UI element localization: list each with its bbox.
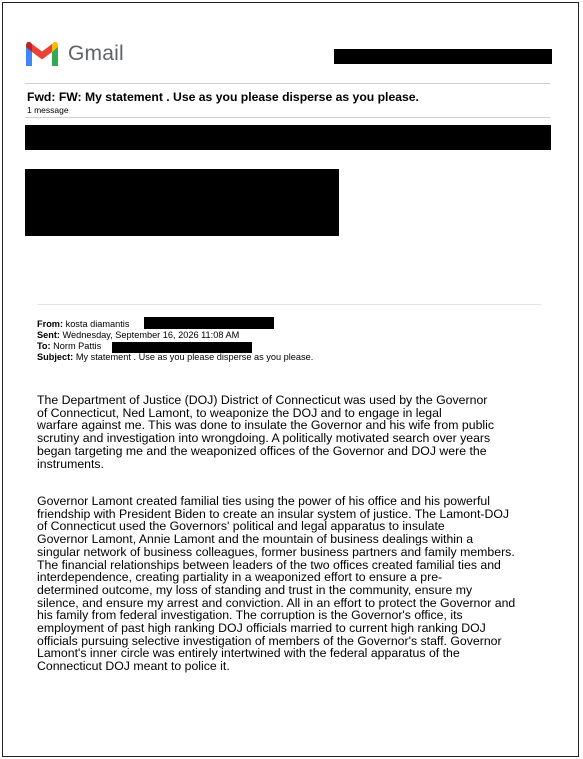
redaction-block	[144, 317, 274, 329]
gmail-logo	[24, 40, 124, 68]
subject-value: My statement . Use as you please disperse as you please.	[75, 352, 314, 362]
sent-label: Sent:	[37, 330, 60, 340]
body-line: of Connecticut used the Governors' political and legal apparatus to insulate	[37, 519, 445, 534]
body-line: officials pursuing selective investigation of members of the Governor's staff. Governor	[37, 633, 502, 648]
body-line: The financial relationships between leaders of the two offices created familial ties and	[37, 557, 501, 572]
body-line: silence, and ensure my arrest and conviction. All in an effort to protect the Governor and	[37, 595, 516, 610]
body-line: Governor Lamont, Annie Lamont and the mountain of business dealings within a	[37, 532, 474, 547]
body-line: Governor Lamont created familial ties using the power of his office and his powerful	[37, 494, 490, 508]
body-paragraph-2	[37, 495, 557, 673]
body-line: The Department of Justice (DOJ) District of Connecticut was used by the Governor	[37, 393, 488, 407]
forward-subject	[37, 352, 313, 362]
body-line: his family from federal investigation. The corruption is the Governor's office, its	[37, 608, 463, 623]
gmail-logo-icon	[24, 40, 60, 68]
body-line: singular network of business colleagues, former business partners and family members.	[37, 544, 515, 559]
gmail-wordmark: Gmail	[68, 42, 124, 65]
sent-value: Wednesday, September 16, 2026 11:08 AM	[62, 330, 240, 340]
subject-label: Subject:	[37, 352, 74, 362]
forward-to	[37, 341, 101, 351]
divider	[25, 83, 550, 84]
body-line: employment of past high ranking DOJ officials married to current high ranking DOJ	[37, 621, 486, 636]
body-paragraph-1	[37, 394, 557, 470]
from-label: From:	[37, 319, 64, 329]
from-value: kosta diamantis	[65, 319, 130, 329]
email-subject: Fwd: FW: My statement . Use as you please disperse as you please.	[27, 90, 419, 104]
body-line: interdependence, creating partiality in a weaponized effort to ensure a pre-	[37, 570, 443, 585]
body-line: Lamont's inner circle was entirely intertwined with the federal apparatus of the	[37, 646, 460, 661]
body-line: friendship with President Biden to create an insular system of justice. The Lamont-DOJ	[37, 506, 510, 521]
body-line: determined outcome, my loss of standing and trust in the community, ensure my	[37, 582, 473, 597]
body-line: instruments.	[37, 456, 104, 471]
body-line: began targeting me and the weaponized offices of the Governor and DOJ were the	[37, 443, 487, 458]
redaction-block	[25, 169, 339, 236]
body-line: warfare against me. This was done to insulate the Governor and his wife from public	[37, 418, 495, 433]
forward-from	[37, 319, 129, 329]
redaction-block	[334, 49, 552, 64]
to-value: Norm Pattis	[53, 341, 102, 351]
body-line: of Connecticut, Ned Lamont, to weaponize the DOJ and to engage in legal	[37, 405, 442, 420]
forward-sent	[37, 330, 239, 340]
body-line: scrutiny and investigation into wrongdoing. A politically motivated search over years	[37, 431, 491, 446]
body-line: Connecticut DOJ meant to police it.	[37, 659, 230, 674]
to-label: To:	[37, 341, 51, 351]
redaction-block	[25, 125, 551, 150]
divider	[37, 304, 541, 305]
divider	[25, 117, 550, 118]
message-count: 1 message	[27, 105, 69, 115]
